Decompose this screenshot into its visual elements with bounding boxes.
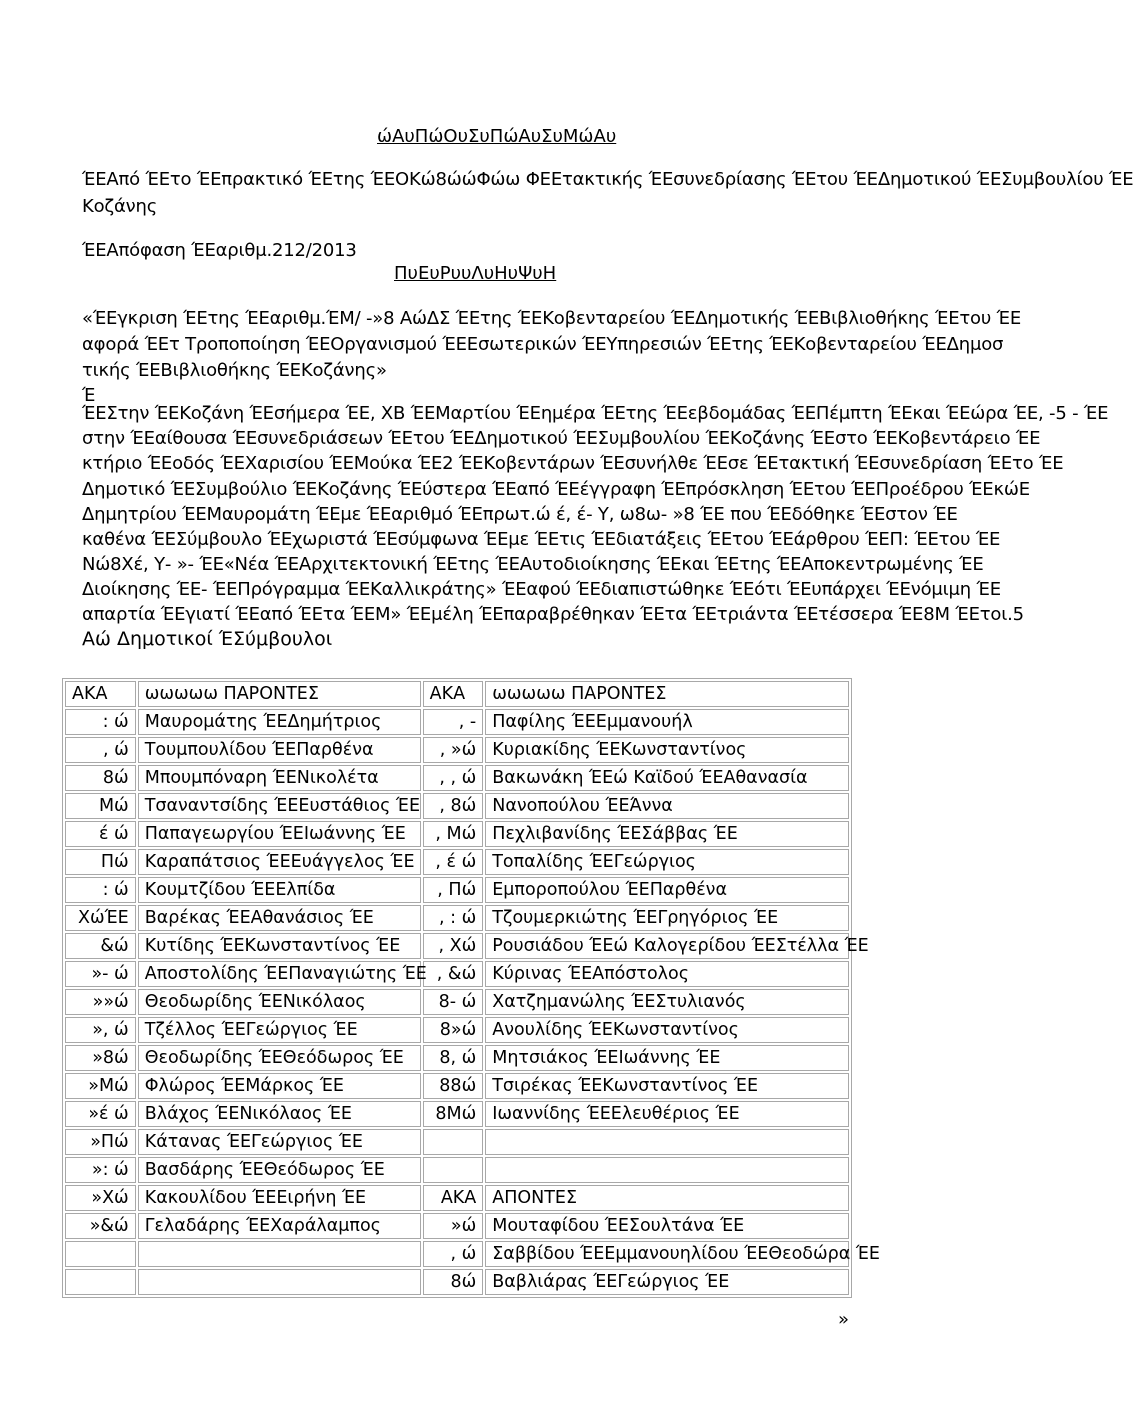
intro-line-2: Κοζάνης: [82, 196, 158, 217]
member-name-right: Κύρινας ΈΕΑπόστολος: [485, 961, 849, 987]
row-number-right: , ώ: [423, 1241, 484, 1267]
body-line-2: στην ΈΕαίθουσα ΈΕσυνεδριάσεων ΈΕτου ΈΕΔημοτικού ΈΕΣυμβουλίου ΈΕΚοζάνης ΈΕστο ΈΕΚοβεντάρειο ΈΕ: [82, 428, 1041, 449]
member-name-left: Παπαγεωργίου ΈΕΙωάννης ΈΕ: [138, 821, 421, 847]
row-number-right: »ώ: [423, 1213, 484, 1239]
row-number-right: ΑΚΑ: [423, 1185, 484, 1211]
row-number-left: »: ώ: [65, 1157, 136, 1183]
member-name-left: Κακουλίδου ΈΕΕιρήνη ΈΕ: [138, 1185, 421, 1211]
table-row: [65, 1101, 849, 1127]
body-line-3: κτήριο ΈΕοδός ΈΕΧαρισίου ΈΕΜούκα ΈΕ2 ΈΕΚοβεντάρων ΈΕσυνήλθε ΈΕσε ΈΕτακτική ΈΕσυνεδρίαση ΈΕτο ΈΕ: [82, 453, 1064, 474]
member-name-left: Φλώρος ΈΕΜάρκος ΈΕ: [138, 1073, 421, 1099]
table-row: [65, 765, 849, 791]
member-name-left: Τσαναντσίδης ΈΕΕυστάθιος ΈΕ: [138, 793, 421, 819]
row-number-left: 8ώ: [65, 765, 136, 791]
member-name-right: Παφίλης ΈΕΕμμανουήλ: [485, 709, 849, 735]
table-row: [65, 1213, 849, 1239]
table-row: [65, 1157, 849, 1183]
members-heading: Αώ Δημοτικοί ΈΣύμβουλοι: [82, 628, 333, 650]
row-number-right: [423, 1157, 484, 1183]
body-line-1: ΈΕΣτην ΈΕΚοζάνη ΈΕσήμερα ΈΕ, ΧΒ ΈΕΜαρτίου ΈΕημέρα ΈΕτης ΈΕεβδομάδας ΈΕΠέμπτη ΈΕκαι ΈΕώρα ΈΕ, -5 - ΈΕ: [82, 403, 1109, 424]
table-row: [65, 1269, 849, 1295]
member-name-left: [138, 1241, 421, 1267]
member-name-left: Θεοδωρίδης ΈΕΘεόδωρος ΈΕ: [138, 1045, 421, 1071]
member-name-left: Τουμπουλίδου ΈΕΠαρθένα: [138, 737, 421, 763]
row-number-left: »- ώ: [65, 961, 136, 987]
member-name-right: Νανοπούλου ΈΕΆννα: [485, 793, 849, 819]
body-line-9: απαρτία ΈΕγιατί ΈΕαπό ΈΕτα ΈΕΜ» ΈΕμέλη ΈΕπαραβρέθηκαν ΈΕτα ΈΕτριάντα ΈΕτέσσερα ΈΕ8Μ ΈΕτοι.5: [82, 604, 1024, 625]
row-number-right: , Χώ: [423, 933, 484, 959]
table-row: [65, 821, 849, 847]
body-line-4: Δημοτικό ΈΕΣυμβούλιο ΈΕΚοζάνης ΈΕύστερα ΈΕαπό ΈΕέγγραφη ΈΕπρόσκληση ΈΕτου ΈΕΠροέδρου ΈΕκώΕ: [82, 479, 1030, 500]
row-number-left: : ώ: [65, 877, 136, 903]
table-row: [65, 737, 849, 763]
member-name-right: Τοπαλίδης ΈΕΓεώργιος: [485, 849, 849, 875]
row-number-right: , 8ώ: [423, 793, 484, 819]
table-row: [65, 1017, 849, 1043]
row-number-left: ΧώΈΕ: [65, 905, 136, 931]
table-row: [65, 793, 849, 819]
member-name-right: Τζουμερκιώτης ΈΕΓρηγόριος ΈΕ: [485, 905, 849, 931]
row-number-left: », ώ: [65, 1017, 136, 1043]
member-name-right: Σαββίδου ΈΕΕμμανουηλίδου ΈΕΘεοδώρα ΈΕ: [485, 1241, 849, 1267]
row-number-right: , έ ώ: [423, 849, 484, 875]
header-present-left: ωωωωω ΠΑΡΟΝΤΕΣ: [138, 681, 421, 707]
member-name-left: Κουμτζίδου ΈΕΕλπίδα: [138, 877, 421, 903]
decision-number: ΈΕΑπόφαση ΈΕαριθμ.212/2013: [82, 240, 357, 261]
member-name-right: Ανουλίδης ΈΕΚωνσταντίνος: [485, 1017, 849, 1043]
subject-line-1: «ΈΕγκριση ΈΕτης ΈΕαριθμ.ΈΜ/ -»8 ΑώΔΣ ΈΕτης ΈΕΚοβενταρείου ΈΕΔημοτικής ΈΕΒιβλιοθήκης ΈΕτου ΈΕ: [82, 308, 1022, 329]
document-heading: ώΑυΠώΟυΣυΠώΑυΣυΜώΑυ: [377, 126, 617, 147]
member-name-left: Βασδάρης ΈΕΘεόδωρος ΈΕ: [138, 1157, 421, 1183]
body-line-6: καθένα ΈΕΣύμβουλο ΈΕχωριστά ΈΕσύμφωνα ΈΕμε ΈΕτις ΈΕδιατάξεις ΈΕτου ΈΕάρθρου ΈΕΠ: ΈΕτου ΈΕ: [82, 529, 1001, 550]
member-name-right: Πεχλιβανίδης ΈΕΣάββας ΈΕ: [485, 821, 849, 847]
member-name-right: Ιωαννίδης ΈΕΕλευθέριος ΈΕ: [485, 1101, 849, 1127]
table-row: [65, 849, 849, 875]
member-name-right: Ρουσιάδου ΈΕώ Καλογερίδου ΈΕΣτέλλα ΈΕ: [485, 933, 849, 959]
row-number-right: , , ώ: [423, 765, 484, 791]
row-number-left: [65, 1241, 136, 1267]
row-number-right: 8, ώ: [423, 1045, 484, 1071]
row-number-right: 8- ώ: [423, 989, 484, 1015]
member-name-right: Βαβλιάρας ΈΕΓεώργιος ΈΕ: [485, 1269, 849, 1295]
row-number-right: , &ώ: [423, 961, 484, 987]
body-line-7: Νώ8Χέ, Υ- »- ΈΕ«Νέα ΈΕΑρχιτεκτονική ΈΕτης ΈΕΑυτοδιοίκησης ΈΕκαι ΈΕτης ΈΕΑποκεντρωμένης ΈΕ: [82, 554, 984, 575]
row-number-right: , : ώ: [423, 905, 484, 931]
member-name-right: [485, 1157, 849, 1183]
member-name-right: Κυριακίδης ΈΕΚωνσταντίνος: [485, 737, 849, 763]
row-number-left: »8ώ: [65, 1045, 136, 1071]
table-row: [65, 1129, 849, 1155]
member-name-left: Γελαδάρης ΈΕΧαράλαμπος: [138, 1213, 421, 1239]
table-header-row: [65, 681, 849, 707]
member-name-left: Μπουμπόναρη ΈΕΝικολέτα: [138, 765, 421, 791]
row-number-left: »Πώ: [65, 1129, 136, 1155]
subject-line-3: τικής ΈΕΒιβλιοθήκης ΈΕΚοζάνης»: [82, 360, 387, 381]
row-number-right: , »ώ: [423, 737, 484, 763]
table-row: [65, 1073, 849, 1099]
member-name-left: Μαυρομάτης ΈΕΔημήτριος: [138, 709, 421, 735]
row-number-right: , Μώ: [423, 821, 484, 847]
row-number-left: »Χώ: [65, 1185, 136, 1211]
row-number-right: , -: [423, 709, 484, 735]
header-aa-left: ΑΚΑ: [65, 681, 136, 707]
row-number-left: [65, 1269, 136, 1295]
row-number-left: »έ ώ: [65, 1101, 136, 1127]
member-name-right: Εμποροπούλου ΈΕΠαρθένα: [485, 877, 849, 903]
table-row: [65, 1185, 849, 1211]
row-number-left: : ώ: [65, 709, 136, 735]
table-row: [65, 933, 849, 959]
member-name-right: Μουταφίδου ΈΕΣουλτάνα ΈΕ: [485, 1213, 849, 1239]
member-name-left: Αποστολίδης ΈΕΠαναγιώτης ΈΕ: [138, 961, 421, 987]
member-name-right: ΑΠΟΝΤΕΣ: [485, 1185, 849, 1211]
table-row: [65, 961, 849, 987]
member-name-left: Βλάχος ΈΕΝικόλαος ΈΕ: [138, 1101, 421, 1127]
member-name-right: Μητσιάκος ΈΕΙωάννης ΈΕ: [485, 1045, 849, 1071]
row-number-right: [423, 1129, 484, 1155]
row-number-right: , Πώ: [423, 877, 484, 903]
member-name-right: Βακωνάκη ΈΕώ Καϊδού ΈΕΑθανασία: [485, 765, 849, 791]
table-row: [65, 1045, 849, 1071]
body-line-8: Διοίκησης ΈΕ- ΈΕΠρόγραμμα ΈΕΚαλλικράτης» ΈΕαφού ΈΕδιαπιστώθηκε ΈΕότι ΈΕυπάρχει ΈΕνόμιμη ΈΕ: [82, 579, 1001, 600]
member-name-left: [138, 1269, 421, 1295]
table-row: [65, 709, 849, 735]
row-number-left: Μώ: [65, 793, 136, 819]
member-name-left: Βαρέκας ΈΕΑθανάσιος ΈΕ: [138, 905, 421, 931]
row-number-right: 8Μώ: [423, 1101, 484, 1127]
row-number-right: 8»ώ: [423, 1017, 484, 1043]
row-number-left: »&ώ: [65, 1213, 136, 1239]
page-number: »: [838, 1309, 850, 1330]
decision-subheading: ΠυΕυΡυυΛυΗυΨυΗ: [394, 263, 557, 284]
member-name-left: Καραπάτσιος ΈΕΕυάγγελος ΈΕ: [138, 849, 421, 875]
row-number-left: »Μώ: [65, 1073, 136, 1099]
row-number-right: 88ώ: [423, 1073, 484, 1099]
row-number-left: Πώ: [65, 849, 136, 875]
header-present-right: ωωωωω ΠΑΡΟΝΤΕΣ: [485, 681, 849, 707]
body-line-5: Δημητρίου ΈΕΜαυρομάτη ΈΕμε ΈΕαριθμό ΈΕπρωτ.ώ έ, έ- Υ, ω8ω- »8 ΈΕ που ΈΕδόθηκε ΈΕστον ΈΕ: [82, 504, 958, 525]
row-number-left: »»ώ: [65, 989, 136, 1015]
header-aa-right: ΑΚΑ: [423, 681, 484, 707]
member-name-right: Τσιρέκας ΈΕΚωνσταντίνος ΈΕ: [485, 1073, 849, 1099]
row-number-right: 8ώ: [423, 1269, 484, 1295]
member-name-left: Θεοδωρίδης ΈΕΝικόλαος: [138, 989, 421, 1015]
table-row: [65, 905, 849, 931]
intro-line-1: ΈΕΑπό ΈΕτο ΈΕπρακτικό ΈΕτης ΈΕΟΚώ8ώώΦώω ΦΕΕτακτικής ΈΕσυνεδρίασης ΈΕτου ΈΕΔημοτικού ΈΕΣυμβουλίου ΈΕ: [82, 169, 1133, 190]
member-name-left: Τζέλλος ΈΕΓεώργιος ΈΕ: [138, 1017, 421, 1043]
table-row: [65, 989, 849, 1015]
subject-line-4: Έ: [82, 385, 96, 406]
table-row: [65, 877, 849, 903]
row-number-left: , ώ: [65, 737, 136, 763]
table-row: [65, 1241, 849, 1267]
row-number-left: &ώ: [65, 933, 136, 959]
row-number-left: έ ώ: [65, 821, 136, 847]
member-name-right: Χατζημανώλης ΈΕΣτυλιανός: [485, 989, 849, 1015]
attendance-table: [62, 678, 880, 1298]
subject-line-2: αφορά ΈΕτ Τροποποίηση ΈΕΟργανισμού ΈΕΕσωτερικών ΈΕΥπηρεσιών ΈΕτης ΈΕΚοβενταρείου ΈΕΔημοσ: [82, 334, 1004, 355]
member-name-right: [485, 1129, 849, 1155]
member-name-left: Κάτανας ΈΕΓεώργιος ΈΕ: [138, 1129, 421, 1155]
member-name-left: Κυτίδης ΈΕΚωνσταντίνος ΈΕ: [138, 933, 421, 959]
